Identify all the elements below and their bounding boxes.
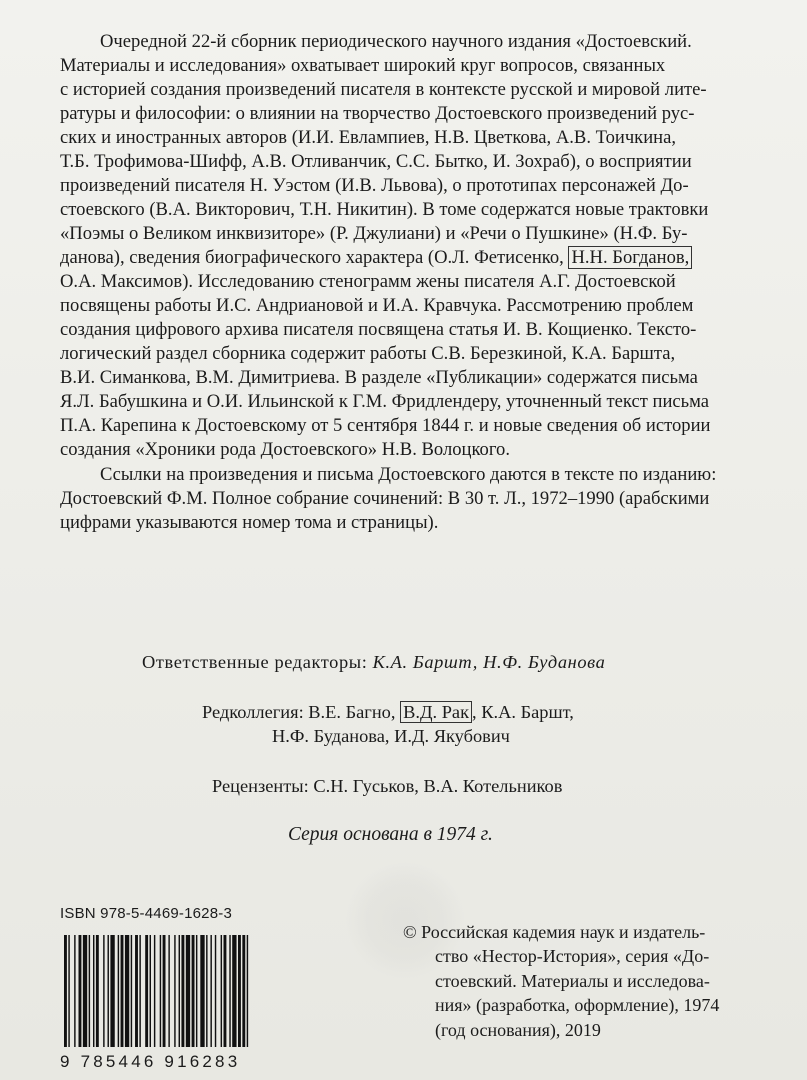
text-line: создания «Хроники рода Достоевского» Н.В. Волоцкого. <box>60 439 510 460</box>
text-line: стоевского (В.А. Викторович, Т.Н. Никитин). В томе содержатся новые трактовки <box>60 199 709 220</box>
barcode-digits: 9 785446 916283 <box>60 1052 241 1071</box>
text-line: Достоевский Ф.М. Полное собрание сочинений: В 30 т. Л., 1972–1990 (арабскими <box>60 488 710 509</box>
boxed-name-rak: В.Д. Рак <box>400 701 472 723</box>
editors-label: Ответственные редакторы: <box>142 652 368 672</box>
barcode-graphic <box>60 935 330 1047</box>
board-label: Редколлегия: В.Е. Багно, <box>202 702 396 722</box>
reviewers-line: Рецензенты: С.Н. Гуськов, В.А. Котельников <box>212 776 563 796</box>
text-line: цифрами указываются номер тома и страницы). <box>60 512 439 533</box>
text-line: Материалы и исследования» охватывает широкий круг вопросов, связанных <box>60 55 666 76</box>
text-line: посвящены работы И.С. Андриановой и И.А. Кравчука. Рассмотрению проблем <box>60 295 694 316</box>
text-line: произведений писателя Н. Уэстом (И.В. Львова), о прототипах персонажей До- <box>60 175 689 196</box>
text-line: П.А. Карепина к Достоевскому от 5 сентября 1844 г. и новые сведения об истории <box>60 415 711 436</box>
text-line: Т.Б. Трофимова-Шифф, А.В. Отливанчик, С.С. Бытко, И. Зохраб), о восприятии <box>60 151 692 172</box>
board-line-2: Н.Ф. Буданова, И.Д. Якубович <box>272 726 510 746</box>
copyright-line: (год основания), 2019 <box>435 1020 601 1040</box>
copyright-line: ния» (разработка, оформление), 1974 <box>435 995 720 1015</box>
boxed-name-bogdanov: Н.Н. Богданов, <box>568 246 692 269</box>
text-line: логический раздел сборника содержит работы С.В. Березкиной, К.А. Баршта, <box>60 343 676 364</box>
text-line: О.А. Максимов). Исследованию стенограмм жены писателя А.Г. Достоевской <box>60 271 676 292</box>
text-line: ских и иностранных авторов (И.И. Евлампиев, Н.В. Цветкова, А.В. Тоичкина, <box>60 127 677 148</box>
series-line: Серия основана в 1974 г. <box>288 824 493 845</box>
text-line: Очередной 22-й сборник периодического научного издания «Достоевский. <box>100 31 692 52</box>
copyright-line: ство «Нестор-История», серия «До- <box>435 946 710 966</box>
copyright-line: стоевский. Материалы и исследова- <box>435 971 710 991</box>
text-line: Я.Л. Бабушкина и О.И. Ильинской к Г.М. Фридлендеру, уточненный текст письма <box>60 391 710 412</box>
board-line-1 <box>202 700 574 724</box>
text-line: Ссылки на произведения и письма Достоевского даются в тексте по изданию: <box>100 464 717 485</box>
text-line: ратуры и философии: о влиянии на творчество Достоевского произведений рус- <box>60 103 695 124</box>
editors-names: К.А. Баршт, Н.Ф. Буданова <box>372 652 606 672</box>
text-line: с историей создания произведений писателя в контексте русской и мировой лите- <box>60 79 707 100</box>
isbn-label: ISBN 978-5-4469-1628-3 <box>60 905 233 922</box>
editors-line <box>142 650 605 674</box>
text-line <box>60 246 692 270</box>
text-line: «Поэмы о Великом инквизиторе» (Р. Джулиани) и «Речи о Пушкине» (Н.Ф. Бу- <box>60 223 688 244</box>
text-line: В.И. Симанкова, В.М. Димитриева. В разделе «Публикации» содержатся письма <box>60 367 698 388</box>
text-fragment: данова), сведения биографического характера (О.Л. Фетисенко, <box>60 247 564 268</box>
board-rest: , К.А. Баршт, <box>472 702 574 722</box>
copyright-line: © Российская кадемия наук и издатель- <box>403 922 706 942</box>
text-line: создания цифрового архива писателя посвящена статья И. В. Кощиенко. Тексто- <box>60 319 697 340</box>
